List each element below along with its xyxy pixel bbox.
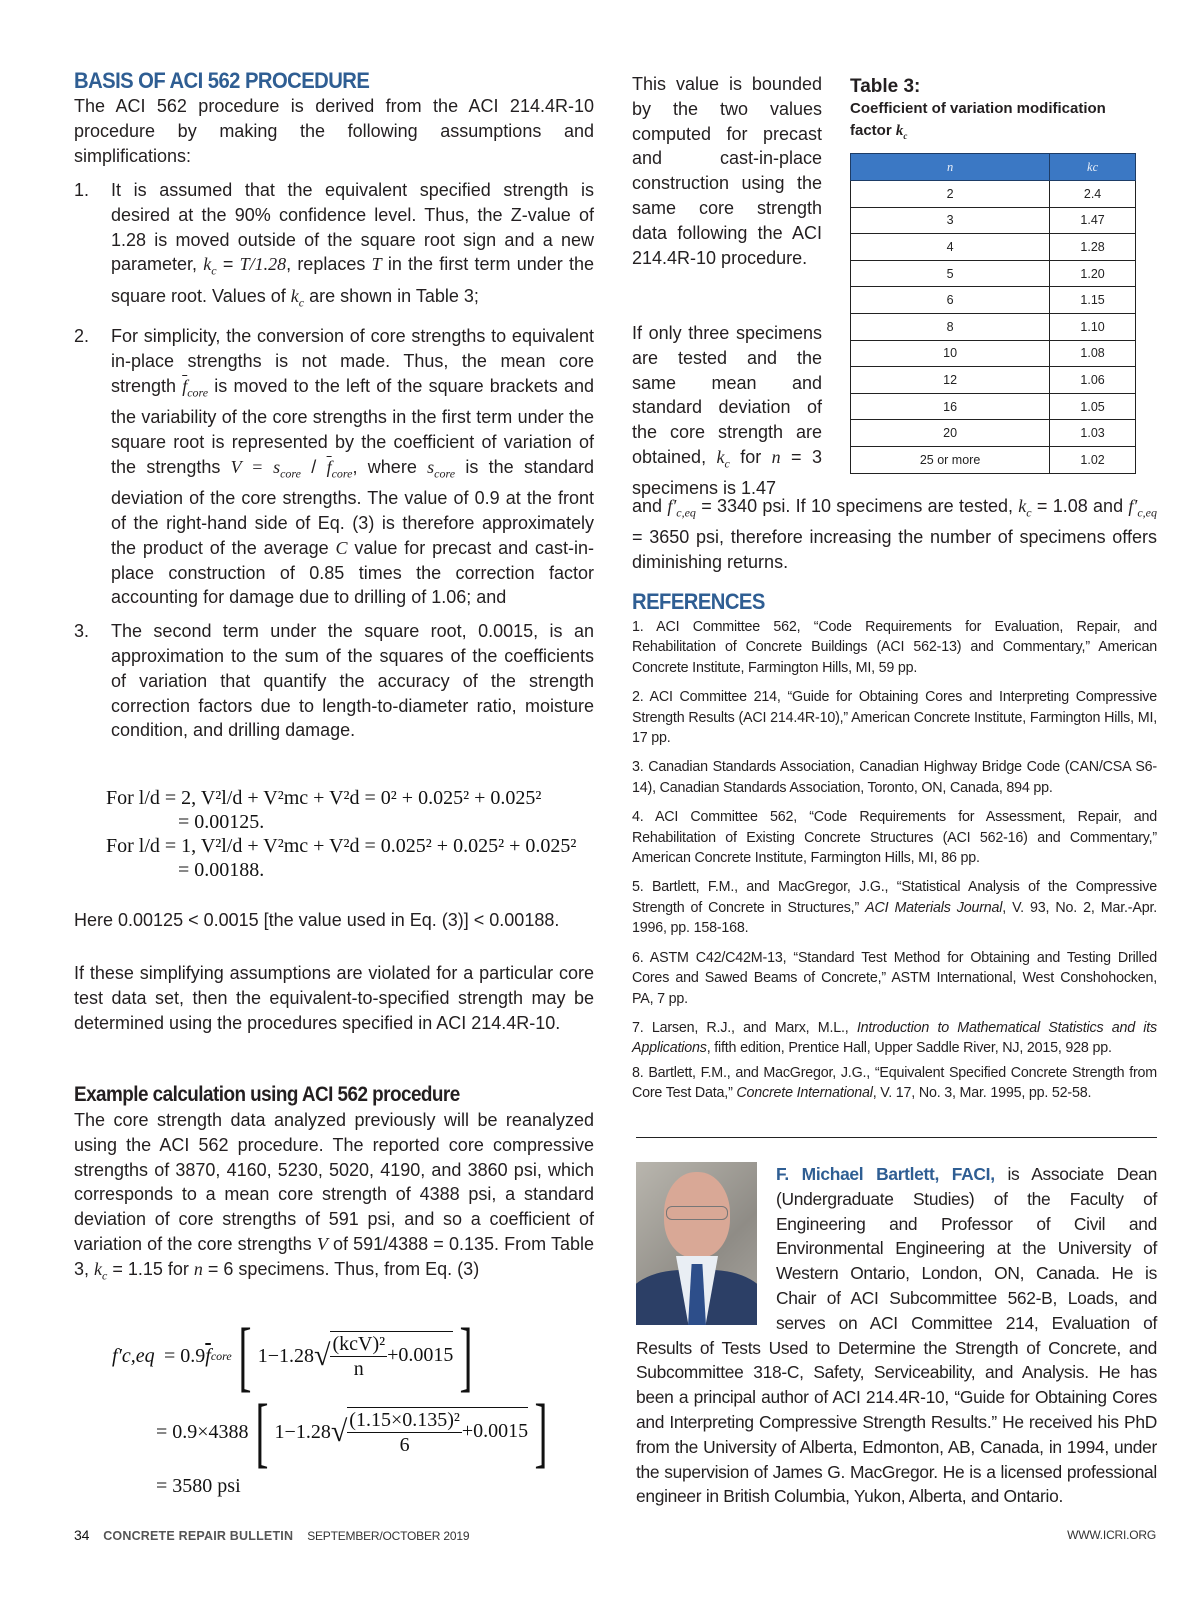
cell-kc: 2.4 [1050, 181, 1136, 208]
table-row [851, 367, 1136, 394]
cell-kc: 1.10 [1050, 313, 1136, 340]
table-row [851, 181, 1136, 208]
table-row [851, 393, 1136, 420]
page-footer [74, 1527, 469, 1543]
table-row [851, 207, 1136, 234]
list-item [74, 178, 594, 315]
cell-n: 3 [851, 207, 1050, 234]
equation-result: = 3580 psi [156, 1475, 241, 1497]
cell-n: 6 [851, 287, 1050, 314]
author-photo [636, 1162, 757, 1325]
cell-n: 20 [851, 420, 1050, 447]
list-text: It is assumed that the equivalent specified strength is desired at the 90% confidence level. Thus, the Z-value of 1.28 is moved outside of the square root sign and a new parameter, $k_c = T/1.28$, replaces T in the first term under the square root. Values of $k_c$ are shown in Table 3; [111, 180, 595, 310]
references-heading: REFERENCES [632, 589, 765, 614]
intro-paragraph: The ACI 562 procedure is derived from the ACI 214.4R-10 procedure by making the following assumptions and simplifications: [74, 96, 594, 166]
cell-kc: 1.05 [1050, 393, 1136, 420]
table-row [851, 340, 1136, 367]
cell-kc: 1.08 [1050, 340, 1136, 367]
equation-ld-variations [106, 786, 576, 882]
cell-n: 10 [851, 340, 1050, 367]
reference-item: 1. ACI Committee 562, “Code Requirements for Evaluation, Repair, and Rehabilitation of Concrete Buildings (ACI 562-13) and Commentary,” American Concrete Institute, Farmington Hills, MI, 59 pp. [632, 619, 1157, 676]
list-number: 3. [74, 621, 90, 642]
table-title: Table 3: [850, 76, 921, 97]
list-item [74, 619, 594, 743]
example-heading: Example calculation using ACI 562 procedure [74, 1083, 460, 1106]
reference-item: 7. Larsen, R.J., and Marx, M.L., Introduction to Mathematical Statistics and its Applications, fifth edition, Prentice Hall, Upper Saddle River, NJ, 2015, 928 pp. [632, 1019, 1158, 1057]
diminishing-returns-paragraph: and $f'_{c,eq} = 3340$ psi. If 10 specimens are tested, $k_c = 1.08$ and $f'_{c,eq} = 3650$ psi, therefore increasing the number of specimens offers diminishing returns. [632, 496, 1157, 573]
equation-line: For l/d = 2, V²l/d + V²mc + V²d = 0² + 0.025² + 0.025² [106, 787, 542, 809]
table-row [851, 260, 1136, 287]
list-text: The second term under the square root, 0.0015, is an approximation to the sum of the squares of the coefficients of variation that quantify the accuracy of the strength correction factors due to length-to-diameter ratio, moisture condition, and drilling damage. [111, 621, 594, 741]
table-row [851, 446, 1136, 473]
equation-line: = 0.00125. [178, 811, 265, 833]
reference-item: 2. ACI Committee 214, “Guide for Obtaining Cores and Interpreting Compressive Strength Results (ACI 214.4R-10),” American Concrete Institute, Farmington Hills, MI, 17 pp. [632, 689, 1157, 747]
kc-table [850, 153, 1136, 474]
references-list [632, 617, 1157, 1113]
table-row [851, 234, 1136, 261]
cell-n: 8 [851, 313, 1050, 340]
cell-kc: 1.06 [1050, 367, 1136, 394]
cell-kc: 1.28 [1050, 234, 1136, 261]
assumptions-list [74, 178, 594, 752]
cell-kc: 1.15 [1050, 287, 1136, 314]
issue-date: SEPTEMBER/OCTOBER 2019 [307, 1529, 470, 1543]
three-specimens-paragraph: If only three specimens are tested and the same mean and standard deviation of the core strength are obtained, $k_c$ for n = 3 specimens is 1.47 [632, 323, 822, 499]
cell-kc: 1.03 [1050, 420, 1136, 447]
list-item [74, 324, 594, 610]
website-link[interactable]: WWW.ICRI.ORG [1067, 1528, 1156, 1542]
cell-kc: 1.02 [1050, 446, 1136, 473]
equation-line: = 0.9×4388 [ 1−1.28 √ $\frac{\text{(1.15×0.135)²}}{6}$ +0.0015 ] [156, 1388, 548, 1475]
cell-n: 4 [851, 234, 1050, 261]
divider [636, 1137, 1157, 1138]
table-row [851, 287, 1136, 314]
cell-n: 25 or more [851, 446, 1050, 473]
author-bio-text: is Associate Dean (Undergraduate Studies) of the Faculty of Engineering and Professor of Civil and Environmental Engineering at the University of Western Ontario, London, ON, Canada. He is Chair of ACI Subcommittee 562-B, Loads, and serves on ACI Committee 214, Evaluation of Results of Tests Used to Determine the Strength of Concrete, and Subcommittee 318-C, Safety, Serviceability, and Analysis. He has been a principal author of ACI 214.4R-10, “Guide for Obtaining Cores and Interpreting Compressive Strength Results.” He received his PhD from the University of Alberta, Edmonton, AB, Canada, in 1994, under the supervision of James G. MacGregor. He is a licensed professional engineer in British Columbia, Yukon, Alberta, and Ontario. [636, 1164, 1157, 1507]
reference-item: 6. ASTM C42/C42M-13, “Standard Test Method for Obtaining and Testing Drilled Cores and Sawed Beams of Concrete,” ASTM International, West Conshohocken, PA, 7 pp. [632, 949, 1157, 1007]
section-heading-basis: BASIS OF ACI 562 PROCEDURE [74, 68, 370, 93]
reference-item: 5. Bartlett, F.M., and MacGregor, J.G., “Statistical Analysis of the Compressive Strength of Concrete in Structures,” ACI Materials Journal, V. 93, No. 2, Mar.-Apr. 1996, pp. 158-168. [632, 879, 1157, 937]
example-paragraph: The core strength data analyzed previously will be reanalyzed using the ACI 562 procedure. The reported core compressive strengths of 3870, 4160, 5230, 5020, 4190, and 3860 psi, which corresponds to a mean core strength of 4388 psi, a standard deviation of core strengths of 591 psi, and so a coefficient of variation of the core strengths V of 591/4388 = 0.135. From Table 3, $k_c = 1.15$ for n = 6 specimens. Thus, from Eq. (3) [74, 1110, 594, 1283]
author-bio [636, 1162, 1157, 1509]
bounded-paragraph: This value is bounded by the two values computed for precast and cast-in-place construction using the same core strength data following the ACI 214.4R-10 procedure. [632, 74, 822, 268]
column-header-kc: kc [1050, 154, 1136, 181]
table-caption: Coefficient of variation modification factor $k_c$ [850, 100, 1106, 141]
list-number: 1. [74, 180, 90, 200]
table-row [851, 420, 1136, 447]
comparison-paragraph: Here 0.00125 < 0.0015 [the value used in Eq. (3)] < 0.00188. [74, 910, 560, 930]
list-text: For simplicity, the conversion of core strengths to equivalent in-place strengths is not made. Thus, the mean core strength $\overline{f}_{core}$ is moved to the left of the square brackets and the variability of the core strengths in the first term under the square root is represented by the coefficient of variation of the strengths $V = s_{core} / \overline{f}_{core}$, where $s_{core}$ is the standard deviation of the core strengths. The value of 0.9 at the front of the right-hand side of Eq. (3) is therefore approximately the product of the average C value for precast and cast-in-place construction of 0.85 times the correction factor accounting for damage due to drilling of 1.06; and [111, 326, 594, 608]
table-3 [850, 76, 1150, 474]
author-name: F. Michael Bartlett, FACI, [776, 1164, 995, 1184]
cell-n: 5 [851, 260, 1050, 287]
equation-example [112, 1312, 554, 1498]
page-number: 34 [74, 1527, 90, 1543]
cell-n: 2 [851, 181, 1050, 208]
cell-n: 16 [851, 393, 1050, 420]
violated-paragraph: If these simplifying assumptions are violated for a particular core test data set, then the equivalent-to-specified strength may be determined using the procedures specified in ACI 214.4R-10. [74, 963, 594, 1033]
reference-item: 4. ACI Committee 562, “Code Requirements for Assessment, Repair, and Rehabilitation of Existing Concrete Structures (ACI 562-16) and Commentary,” American Concrete Institute, Farmington Hills, MI, 86 pp. [632, 809, 1157, 867]
cell-n: 12 [851, 367, 1050, 394]
table-row [851, 313, 1136, 340]
column-header-n: n [851, 154, 1050, 181]
equation-line: For l/d = 1, V²l/d + V²mc + V²d = 0.025² + 0.025² + 0.025² [106, 835, 577, 857]
reference-item: 3. Canadian Standards Association, Canadian Highway Bridge Code (CAN/CSA S6-14), Canadian Standards Association, Toronto, ON, Canada, 894 pp. [632, 759, 1157, 796]
publication-name: CONCRETE REPAIR BULLETIN [103, 1529, 294, 1543]
list-number: 2. [74, 326, 90, 347]
reference-item: 8. Bartlett, F.M., and MacGregor, J.G., “Equivalent Specified Concrete Strength from Core Test Data,” Concrete International, V. 17, No. 3, Mar. 1995, pp. 52-58. [632, 1064, 1157, 1102]
equation-line: f′c,eq = 0.9 $\overline{f}$ core [ 1−1.28 √ $\frac{\text{(kcV)²}}{n}$ +0.0015 ] [112, 1312, 473, 1399]
equation-line: = 0.00188. [178, 859, 265, 881]
cell-kc: 1.47 [1050, 207, 1136, 234]
cell-kc: 1.20 [1050, 260, 1136, 287]
